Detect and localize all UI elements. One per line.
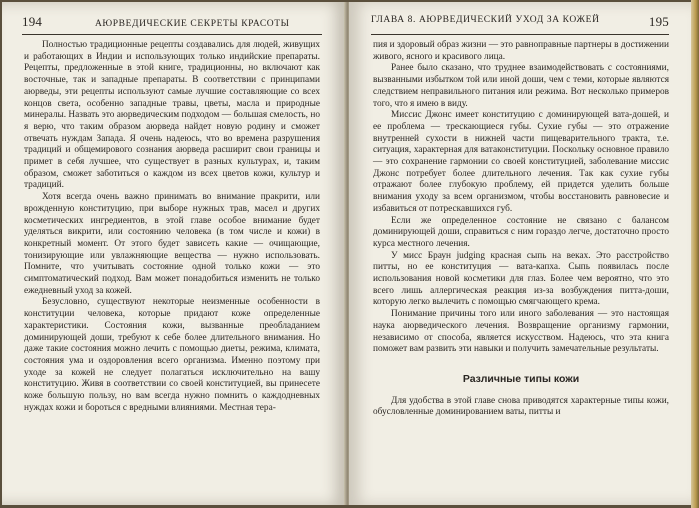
running-head: АЮРВЕДИЧЕСКИЕ СЕКРЕТЫ КРАСОТЫ <box>94 19 290 29</box>
paragraph: Безусловно, существуют некоторые неизменные особенности в конституции человека, которые придают коже определенные характеристики. Состояния кожи, вызванные преобладанием доминирующей доши, требуют к себе более длительного внимания. Но даже такие состояния можно лечить с помощью диеты, режима, климата, состояния ума и оздоровления всего организма. Именно поэтому при уходе за кожей не следует полагаться исключительно на вашу конституцию. Живя в соответствии со своей конституцией, вы принесете коже большую пользу, но вам всегда нужно помнить о каждодневных нуждах кожи и бороться с вредными влияниями. Местная тера- <box>24 297 320 413</box>
left-page-body <box>24 40 320 415</box>
book-edge <box>691 0 699 508</box>
page-number: 195 <box>648 14 669 29</box>
paragraph: У мисс Браун judging красная сыпь на веках. Это расстройство питты, но ее конституция — вата-капха. Сыпь появилась после использования новой косметики для глаз. Более чем вероятно, что это всего лишь аллергическая реакция из-за возбуждения питта-доши, которую легко вылечить с помощью смягчающего крема. <box>373 250 669 308</box>
paragraph: Ранее было сказано, что труднее взаимодействовать с состояниями, вызванными избытком той или иной доши, чем с теми, которые являются следствием неправильного питания или режима. Вот несколько примеров того, что я имею в виду. <box>373 63 669 109</box>
header-rule <box>22 34 322 35</box>
page-number: 194 <box>22 14 43 29</box>
section-subheading: Различные типы кожи <box>462 372 580 385</box>
running-head: ГЛАВА 8. АЮРВЕДИЧЕСКИЙ УХОД ЗА КОЖЕЙ <box>371 15 600 25</box>
right-page-header <box>371 14 669 30</box>
right-page-body <box>373 40 669 419</box>
left-page-header <box>22 14 322 30</box>
paragraph: Если же определенное состояние не связано с балансом доминирующей доши, справиться с ним гораздо легче, достаточно просто курса местного лечения. <box>373 215 669 249</box>
paragraph: Хотя всегда очень важно принимать во внимание пракрити, или врожденную конституцию, при выборе нужных трав, масел и других косметических ингредиентов, в этой главе особое внимание будет уделяться викрити, или состоянию человека (в том числе и кожи) в конкретный момент. От этого будет зависеть какие — очищающие, тонизирующие или увлажняющие вещества — нужно использовать. Помните, что учитывать состояние одной только кожи — это симптоматический подход. Вам может понадобиться изменить не только ежедневный уход за кожей. <box>24 192 320 296</box>
header-rule <box>371 34 669 35</box>
left-page <box>2 2 346 505</box>
paragraph: Полностью традиционные рецепты создавались для людей, живущих и работающих в Индии и использующих только индийские препараты. Рецепты, предложенные в этой книге, традиционны, но включают как восточные, так и западные препараты. В соответствии с принципами аюрведы, эти рецепты используют самые лучшие составляющие со всех концов света, особенно западные травы, цветы, масла и природные минералы. Назвать это аюрведическим подходом — большая смелость, но я верю, что таким образом аюрведа найдет новую родину и сможет отвечать нуждам Запада. Я очень надеюсь, что во времена разрушения традиций и общемирового сознания аюрведа расширит свои границы и примет в себя лучшее, что существует в разных культурах, и, таким образом, сможет заботиться о каждом из всех цветов кожи, культур и традиций. <box>24 40 320 191</box>
paragraph: Миссис Джонс имеет конституцию с доминирующей вата-дошей, и ее проблема — трескающиеся губы. Сухие губы — это отражение внутренней сухости в нижней части пищеварительного тракта, т.е. ситуация, характерная для ватаконституции. Поскольку основное правило — это сохранение гармонии со своей конституцией, заболевание миссис Джонс потребует более длительного лечения. Так как сухие губы отражают более глубокую проблему, ей придется уделить больше внимания уходу за всем организмом, чтобы восстановить равновесие и избавиться от потрескавшихся губ. <box>373 110 669 214</box>
right-page <box>349 2 691 505</box>
paragraph: Понимание причины того или иного заболевания — это настоящая наука аюрведического лечения. Возвращение организму гармонии, независимо от способа, является искусством. Надеюсь, что эта книга поможет вам развить эти навыки и получить замечательные результаты. <box>373 309 669 355</box>
paragraph: пия и здоровый образ жизни — это равноправные партнеры в достижении живого, ясного и красивого лица. <box>373 40 669 62</box>
paragraph: Для удобства в этой главе снова приводятся характерные типы кожи, обусловленные доминированием ваты, питты и <box>373 395 669 418</box>
